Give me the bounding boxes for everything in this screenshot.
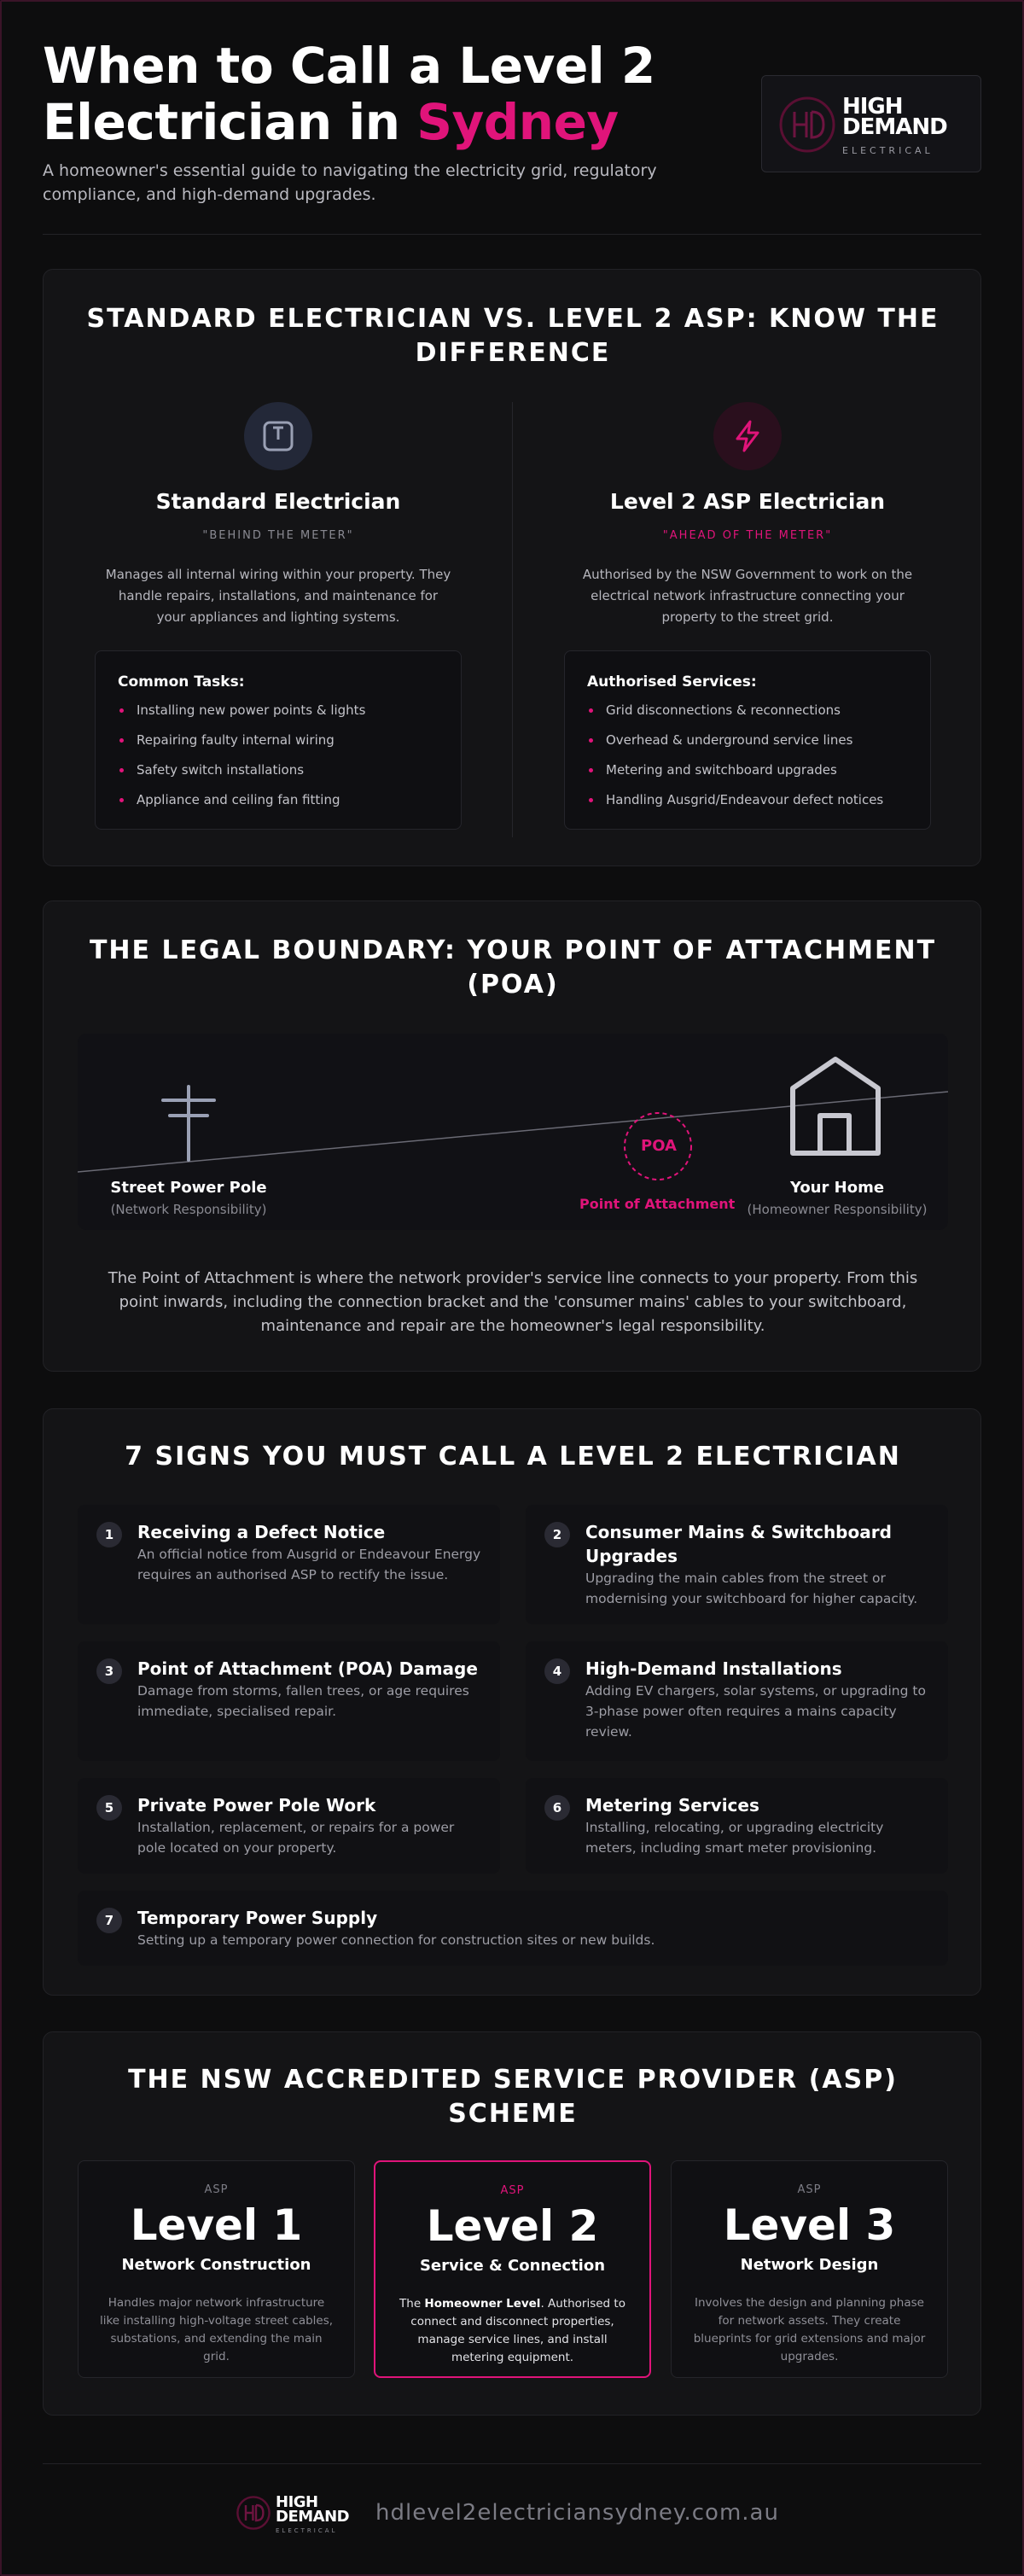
header (43, 0, 981, 235)
logo-emblem-icon (777, 95, 837, 154)
level-3-card (671, 2160, 948, 2378)
common-tasks-box (95, 650, 462, 830)
sign-desc: Upgrading the main cables from the street or modernising your switchboard for higher capacity. (585, 1571, 918, 1606)
standard-desc: Manages all internal wiring within your property. They handle repairs, installations, and maintenance for your appliances and lighting systems. (105, 567, 451, 625)
standard-electrician-column (86, 402, 470, 830)
sign-number: 2 (544, 1522, 570, 1547)
level-desc: Handles major network infrastructure like installing high-voltage street cables, substations, and extending the main grid. (99, 2296, 334, 2363)
comparison-section (43, 269, 981, 866)
authorised-services-box (564, 650, 931, 830)
sign-desc: Setting up a temporary power connection for construction sites or new builds. (137, 1932, 655, 1948)
comparison-title: STANDARD ELECTRICIAN VS. LEVEL 2 ASP: KNOW THE DIFFERENCE (86, 304, 940, 368)
home-label: Your Home (789, 1179, 885, 1197)
level-tag: ASP (204, 2183, 229, 2196)
sign-desc: Installing, relocating, or upgrading electricity meters, including smart meter provisioning. (585, 1820, 884, 1856)
title-accent: Sydney (416, 93, 619, 151)
list-item: Repairing faulty internal wiring (118, 732, 439, 748)
sign-title: Private Power Pole Work (137, 1795, 376, 1815)
footer (43, 2463, 981, 2549)
level-desc: Involves the design and planning phase for network assets. They create blueprints for grid extensions and major upgrades. (693, 2296, 926, 2363)
poa-diagram (78, 1034, 948, 1230)
seven-signs-section (43, 1408, 981, 1996)
asp-scheme-section (43, 2031, 981, 2416)
standard-name: Standard Electrician (155, 489, 401, 514)
list-item: Grid disconnections & reconnections (587, 702, 908, 718)
sign-number: 5 (96, 1795, 122, 1821)
level-number: Level 2 (426, 2201, 599, 2251)
sign-title: Temporary Power Supply (137, 1908, 378, 1928)
house-icon (793, 1059, 878, 1153)
sign-card-3 (78, 1641, 500, 1761)
signs-title: 7 SIGNS YOU MUST CALL A LEVEL 2 ELECTRICIAN (125, 1442, 901, 1472)
website-link[interactable]: hdlevel2electriciansydney.com.au (375, 2500, 779, 2526)
authorised-services-title: Authorised Services: (587, 673, 757, 691)
asp-electrician-column (556, 402, 940, 830)
sign-desc: Adding EV chargers, solar systems, or upgrading to 3-phase power often requires a mains capacity review. (585, 1683, 926, 1740)
sign-card-5 (78, 1778, 500, 1874)
level-number: Level 3 (723, 2200, 896, 2250)
brand-logo (761, 75, 981, 172)
level-name: Network Design (740, 2256, 879, 2274)
list-item: Appliance and ceiling fan fitting (118, 792, 439, 807)
level-desc: The Homeowner Level. Authorised to connect and disconnect properties, manage service lines, and install metering equipment. (399, 2297, 625, 2364)
level-tag: ASP (797, 2183, 822, 2196)
sign-title: Consumer Mains & Switchboard Upgrades (585, 1522, 892, 1566)
pole-label: Street Power Pole (110, 1179, 267, 1197)
sign-desc: Damage from storms, fallen trees, or age requires immediate, specialised repair. (137, 1683, 469, 1719)
footer-logo-emblem-icon (236, 2495, 271, 2531)
boundary-title: THE LEGAL BOUNDARY: YOUR POINT OF ATTACHMENT (POA) (89, 935, 937, 1000)
scheme-title: THE NSW ACCREDITED SERVICE PROVIDER (ASP) SCHEME (128, 2065, 898, 2129)
sign-card-1 (78, 1505, 500, 1624)
level-desc-bold: Homeowner Level (424, 2297, 541, 2311)
level-tag: ASP (500, 2184, 525, 2197)
sign-number: 3 (96, 1658, 122, 1684)
common-tasks-title: Common Tasks: (118, 673, 245, 691)
footer-logo-wordmark: HIGH DEMAND ELECTRICAL (276, 2493, 350, 2534)
list-item: Safety switch installations (118, 762, 439, 778)
sign-title: Receiving a Defect Notice (137, 1522, 386, 1542)
sign-title: High-Demand Installations (585, 1658, 842, 1679)
sign-desc: An official notice from Ausgrid or Endeavour Energy requires an authorised ASP to rectify the issue. (137, 1547, 481, 1582)
sign-card-6 (526, 1778, 948, 1874)
level-2-card (374, 2160, 651, 2378)
sign-number: 1 (96, 1522, 122, 1547)
page-subtitle: A homeowner's essential guide to navigating the electricity grid, regulatory compliance, and high-demand upgrades. (43, 161, 657, 204)
sign-card-2 (526, 1505, 948, 1624)
power-pole-icon (163, 1087, 214, 1160)
sign-card-7 (78, 1891, 948, 1966)
column-divider (512, 402, 513, 837)
standard-tag: "BEHIND THE METER" (202, 529, 354, 542)
page-title (43, 38, 725, 150)
title-line-2: Electrician in (43, 93, 417, 151)
sign-number: 4 (544, 1658, 570, 1684)
list-item: Handling Ausgrid/Endeavour defect notices (587, 792, 908, 807)
list-item: Overhead & underground service lines (587, 732, 908, 748)
asp-name: Level 2 ASP Electrician (609, 489, 886, 514)
level-1-card (78, 2160, 355, 2378)
legal-boundary-section (43, 900, 981, 1372)
logo-wordmark: HIGH DEMAND ELECTRICAL (842, 94, 947, 156)
level-name: Network Construction (121, 2256, 311, 2274)
poa-label: Point of Attachment (579, 1196, 736, 1212)
sign-title: Point of Attachment (POA) Damage (137, 1658, 478, 1679)
sign-number: 7 (96, 1908, 122, 1933)
lightning-icon (713, 402, 782, 470)
list-item: Metering and switchboard upgrades (587, 762, 908, 778)
sign-card-4 (526, 1641, 948, 1761)
sign-title: Metering Services (585, 1795, 759, 1815)
sign-number: 6 (544, 1795, 570, 1821)
list-item: Installing new power points & lights (118, 702, 439, 718)
level-number: Level 1 (130, 2200, 303, 2250)
boundary-explanation: The Point of Attachment is where the network provider's service line connects to your property. From this point inwards, including the connection bracket and the 'consumer mains' cables to your switchboard, maintenance and repair are the homeowner's legal responsibility. (108, 1269, 918, 1335)
pole-sublabel: (Network Responsibility) (110, 1202, 267, 1217)
poa-badge: POA (641, 1137, 677, 1155)
level-name: Service & Connection (419, 2257, 606, 2275)
title-line-1: When to Call a Level 2 (43, 37, 655, 95)
sign-desc: Installation, replacement, or repairs for a power pole located on your property. (137, 1820, 455, 1856)
meter-icon (244, 402, 312, 470)
asp-tag: "AHEAD OF THE METER" (662, 529, 833, 542)
asp-desc: Authorised by the NSW Government to work on the electrical network infrastructure connecting your property to the street grid. (582, 567, 913, 625)
infographic (43, 0, 981, 2534)
home-sublabel: (Homeowner Responsibility) (747, 1202, 928, 1217)
